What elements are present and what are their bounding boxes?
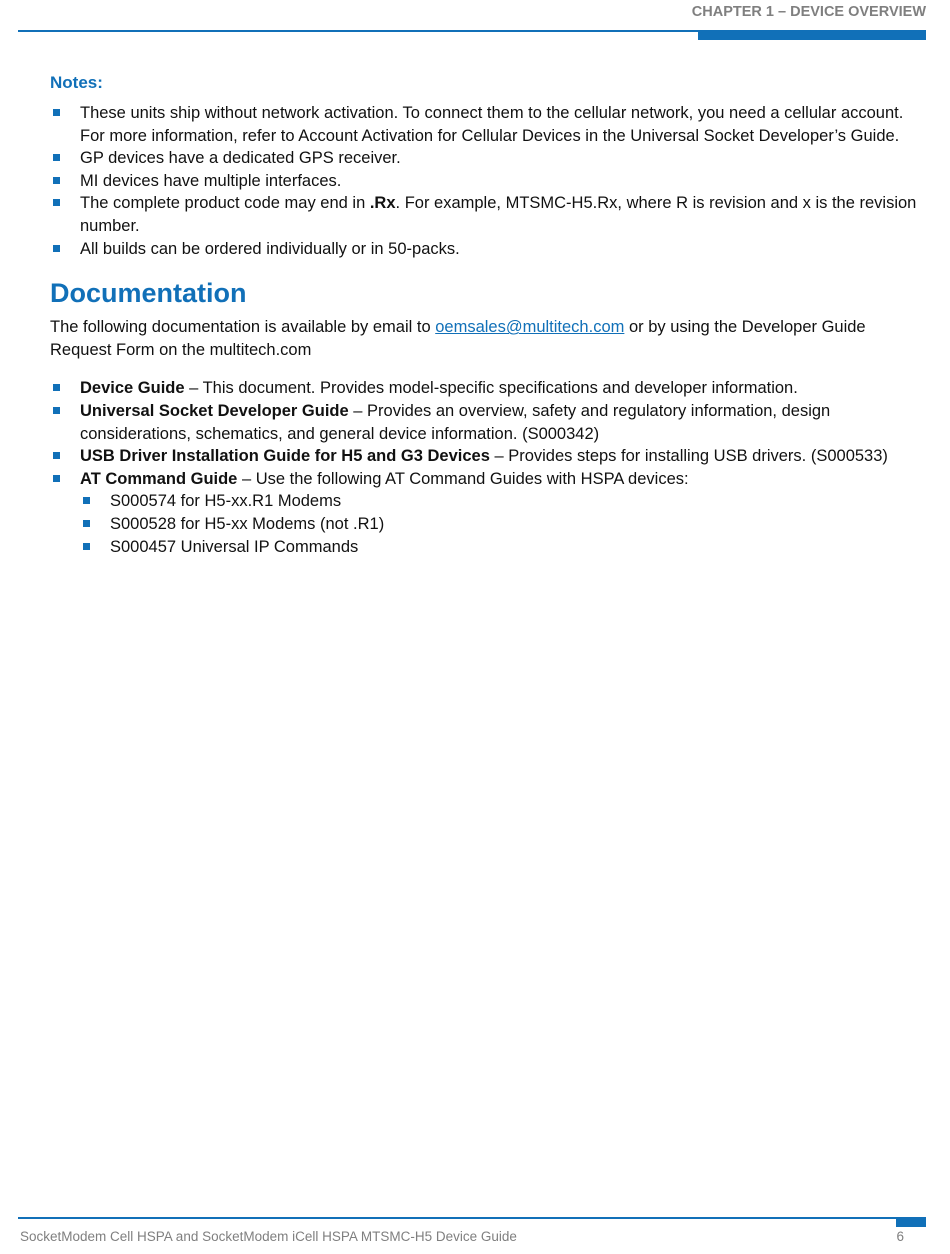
- intro-text-before: The following documentation is available by email to: [50, 318, 436, 337]
- footer-title: SocketModem Cell HSPA and SocketModem iCell HSPA MTSMC-H5 Device Guide: [20, 1229, 517, 1244]
- list-item: MI devices have multiple interfaces.: [50, 170, 928, 193]
- chapter-header: CHAPTER 1 – DEVICE OVERVIEW: [691, 4, 926, 20]
- doc-item-title: AT Command Guide: [80, 469, 238, 488]
- doc-item-text: – Provides steps for installing USB drivers. (S000533): [489, 447, 888, 466]
- intro-text-after: or by using the Developer Guide Request Form on the multitech.com: [50, 318, 866, 359]
- section-title-documentation: Documentation: [50, 278, 247, 309]
- notes-list: [50, 102, 928, 260]
- doc-item: [50, 377, 928, 400]
- sub-list-item: S000528 for H5-xx Modems (not .R1): [80, 513, 928, 536]
- doc-item-text: – This document. Provides model-specific specifications and developer information.: [184, 379, 798, 398]
- doc-item-title: Device Guide: [80, 379, 185, 398]
- doc-item-text: – Provides an overview, safety and regulatory information, design considerations, schematics, and general device information. (S000342): [80, 401, 831, 443]
- list-item: All builds can be ordered individually or in 50-packs.: [50, 238, 928, 261]
- doc-item-title: USB Driver Installation Guide for H5 and G3 Devices: [80, 447, 490, 466]
- page-number: 6: [896, 1229, 904, 1244]
- doc-item: [50, 400, 928, 445]
- list-item: [50, 192, 928, 237]
- product-code-text-after: . For example, MTSMC-H5.Rx, where R is revision and x is the revision number.: [80, 194, 917, 235]
- at-command-sublist: [80, 490, 928, 558]
- sub-list-item: S000457 Universal IP Commands: [80, 536, 928, 559]
- footer-tab: [896, 1217, 926, 1227]
- footer-rule: [18, 1217, 926, 1219]
- email-link[interactable]: oemsales@multitech.com: [435, 318, 625, 337]
- sub-list-item: S000574 for H5-xx.R1 Modems: [80, 490, 928, 513]
- doc-item-title: Universal Socket Developer Guide: [80, 401, 349, 420]
- documentation-intro: [50, 316, 928, 361]
- doc-item: [50, 468, 928, 558]
- notes-heading: Notes:: [50, 73, 103, 92]
- header-tab: [698, 30, 926, 40]
- doc-item: [50, 445, 928, 468]
- list-item: GP devices have a dedicated GPS receiver.: [50, 147, 928, 170]
- page-content: [50, 71, 928, 558]
- product-code-suffix: .Rx: [369, 194, 396, 213]
- doc-item-text: – Use the following AT Command Guides with HSPA devices:: [237, 469, 689, 488]
- product-code-text-before: The complete product code may end in: [80, 194, 370, 213]
- documentation-list: [50, 377, 928, 558]
- list-item: These units ship without network activation. To connect them to the cellular network, you need a cellular account. For more information, refer to Account Activation for Cellular Devices in the Universal Socket Developer’s Guide.: [50, 102, 928, 147]
